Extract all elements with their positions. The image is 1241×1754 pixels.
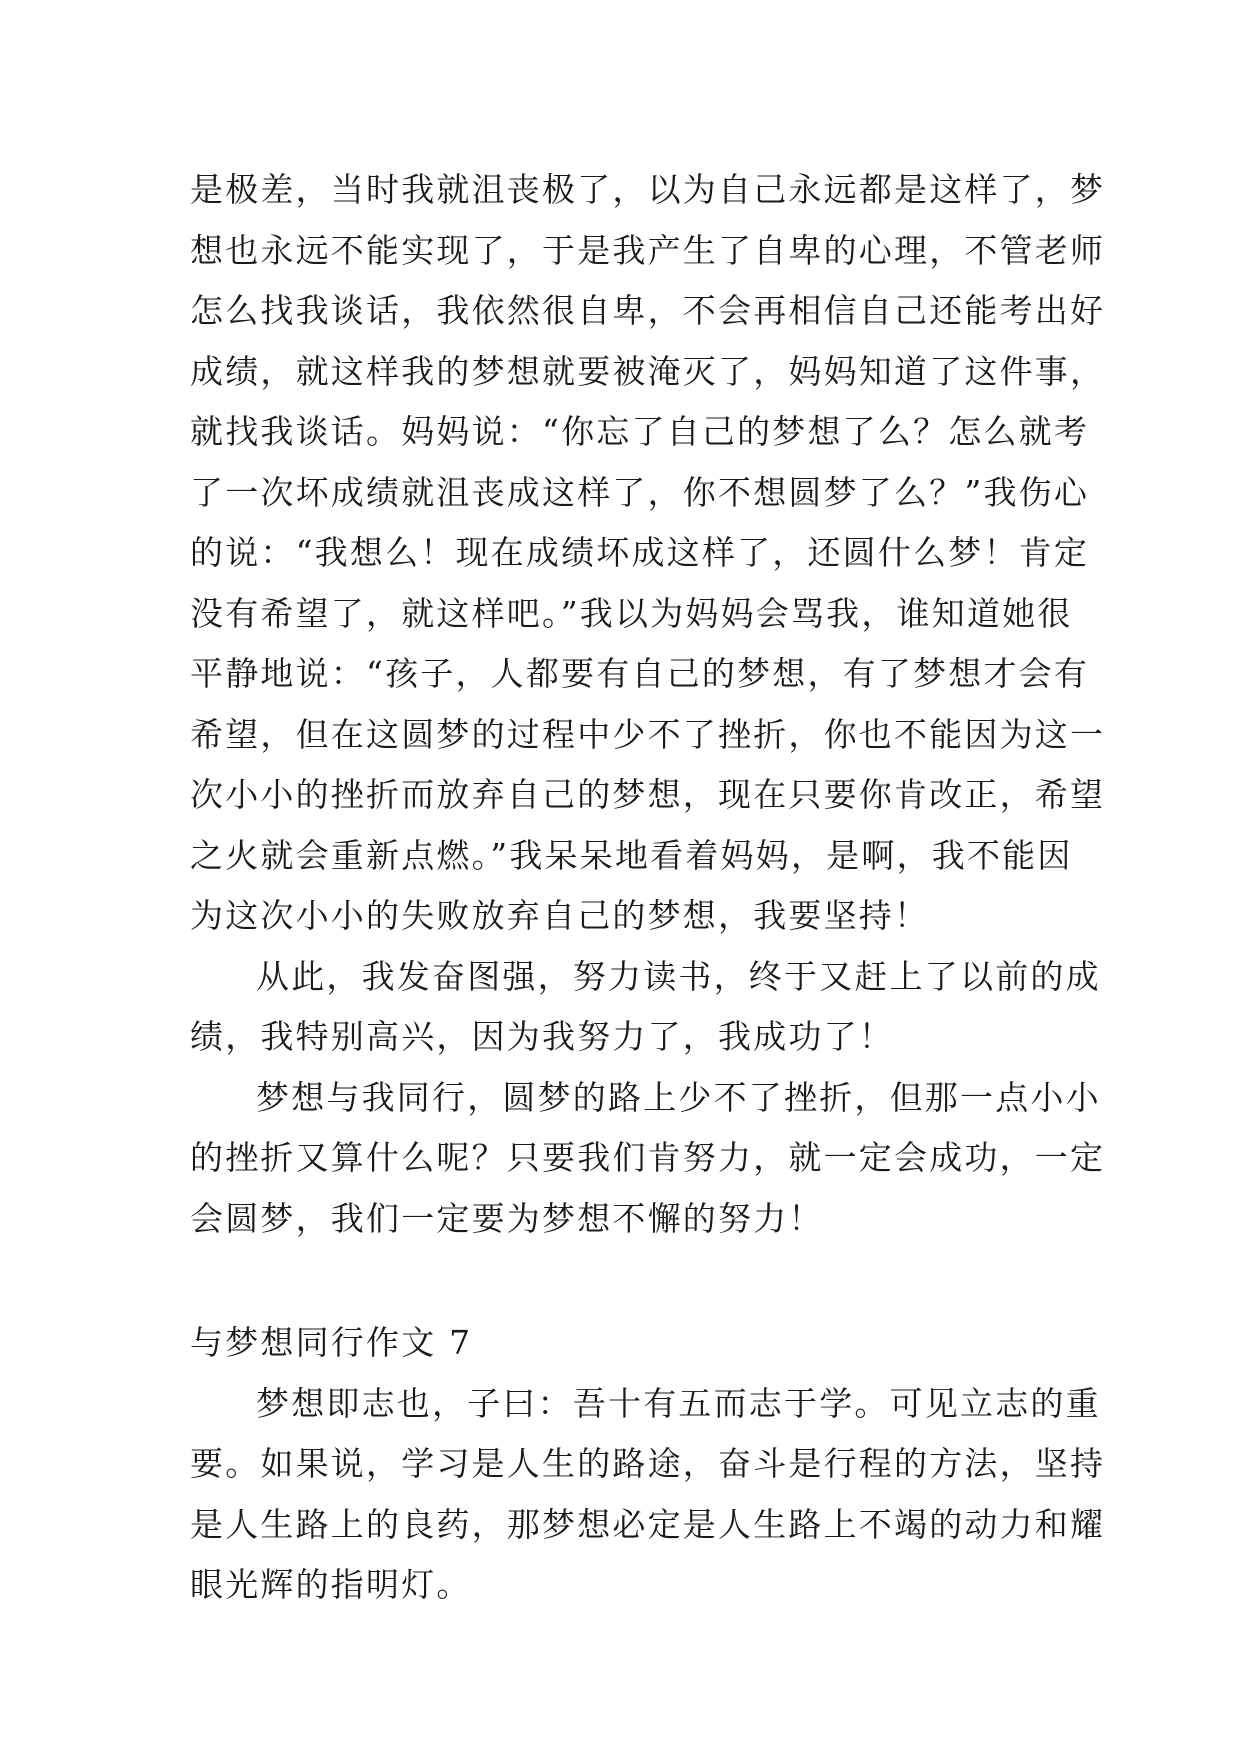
text-line: 次小小的挫折而放弃自己的梦想，现在只要你肯改正，希望 (190, 775, 1106, 814)
text-line: 就找我谈话。妈妈说：“你忘了自己的梦想了么？怎么就考 (190, 412, 1090, 451)
paragraph-1 (190, 160, 1106, 947)
text-line: 希望，但在这圆梦的过程中少不了挫折，你也不能因为这一 (190, 714, 1106, 754)
text-line: 是极差，当时我就沮丧极了，以为自己永远都是这样了，梦 (190, 170, 1106, 209)
text-line: 会圆梦，我们一定要为梦想不懈的努力！ (190, 1198, 824, 1238)
text-line: 想也永远不能实现了，于是我产生了自卑的心理，不管老师 (190, 230, 1106, 270)
text-line: 绩，我特别高兴，因为我努力了，我成功了！ (190, 1017, 894, 1056)
section-title: 与梦想同行作文 7 (190, 1323, 473, 1362)
text-line: 要。如果说，学习是人生的路途，奋斗是行程的方法，坚持 (190, 1444, 1106, 1483)
section-gap (190, 1249, 1050, 1313)
text-line: 了一次坏成绩就沮丧成这样了，你不想圆梦了么？”我伤心 (190, 472, 1090, 512)
paragraph-3 (190, 1068, 1106, 1250)
text-line: 眼光辉的指明灯。 (190, 1565, 472, 1604)
document-page (190, 160, 1106, 1616)
paragraph-2 (190, 947, 1101, 1068)
text-line: 没有希望了，就这样吧。”我以为妈妈会骂我，谁知道她很 (190, 593, 1073, 633)
text-line: 从此，我发奋图强，努力读书，终于又赶上了以前的成 (256, 956, 1101, 996)
text-line: 怎么找我谈话，我依然很自卑，不会再相信自己还能考出好 (190, 291, 1106, 330)
text-line: 为这次小小的失败放弃自己的梦想，我要坚持！ (190, 896, 930, 935)
text-line: 成绩，就这样我的梦想就要被淹灭了，妈妈知道了这件事， (190, 351, 1106, 391)
text-line: 梦想即志也，子曰：吾十有五而志于学。可见立志的重 (256, 1383, 1101, 1423)
text-line: 之火就会重新点燃。”我呆呆地看着妈妈，是啊，我不能因 (190, 835, 1073, 875)
text-line: 是人生路上的良药，那梦想必定是人生路上不竭的动力和耀 (190, 1504, 1106, 1544)
text-line: 平静地说：“孩子，人都要有自己的梦想，有了梦想才会有 (190, 654, 1090, 693)
text-line: 梦想与我同行，圆梦的路上少不了挫折，但那一点小小 (256, 1077, 1101, 1117)
paragraph-4 (190, 1374, 1106, 1616)
text-line: 的说：“我想么！现在成绩坏成这样了，还圆什么梦！肯定 (190, 533, 1090, 572)
text-line: 的挫折又算什么呢？只要我们肯努力，就一定会成功，一定 (190, 1138, 1106, 1177)
